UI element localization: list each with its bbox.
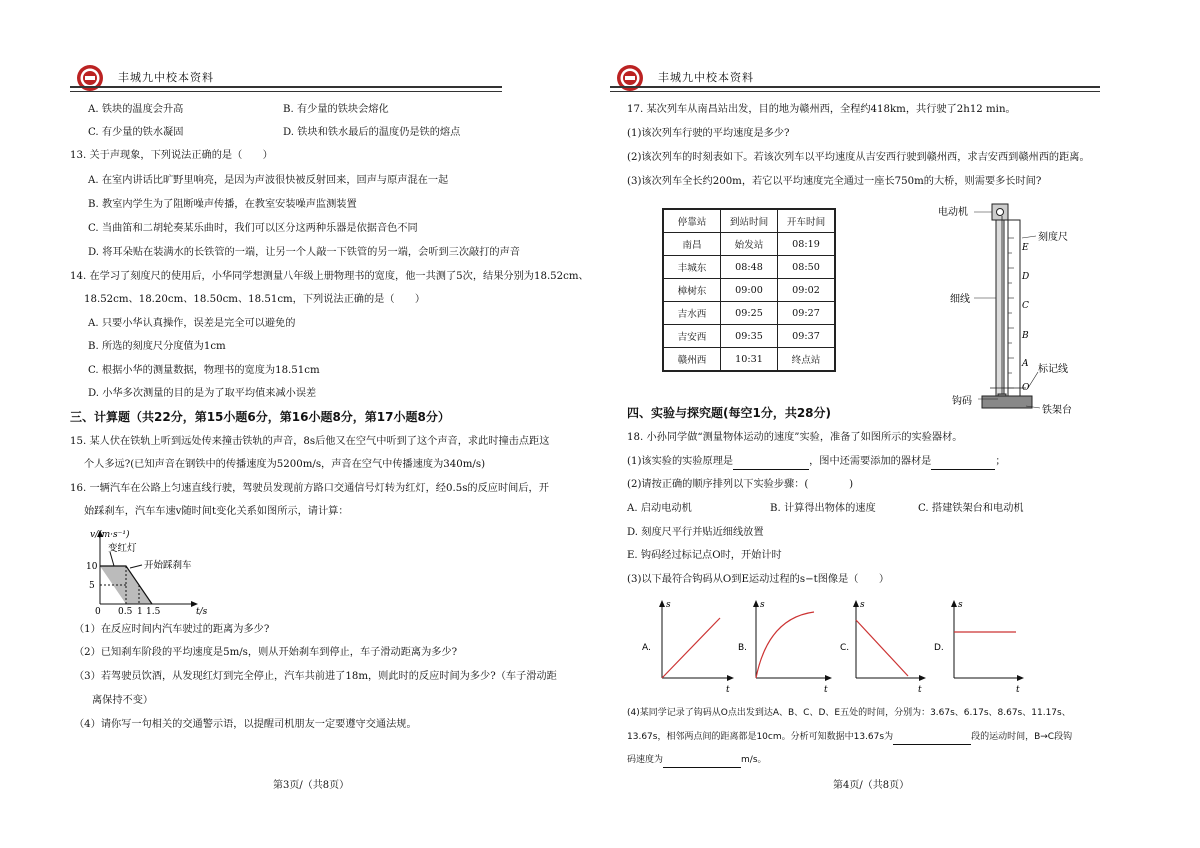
q16-part2: （2）已知刹车阶段的平均速度是5m/s，则从开始刹车到停止，车子滑动距离为多少? xyxy=(74,647,458,658)
table-cell: 09:27 xyxy=(778,302,836,325)
leader xyxy=(1022,236,1036,238)
y-tick-10: 10 xyxy=(86,562,98,572)
q15-stem: 15. 某人伏在铁轨上听到远处传来撞击铁轨的声音，8s后他又在空气中听到了这个声音，求此时撞击点距这 xyxy=(70,436,550,447)
label-motor: 电动机 xyxy=(938,207,968,218)
svg-text:t: t xyxy=(824,685,828,695)
q12-option-a: A. 铁块的温度会升高 xyxy=(88,104,184,115)
q18-part1-a: (1)该实验的实验原理是 xyxy=(627,456,734,467)
q17-part1: (1)该次列车行驶的平均速度是多少? xyxy=(627,128,790,139)
vt-graph xyxy=(74,524,224,616)
q18-stem: 18. 小孙同学做“测量物体运动的速度”实验，准备了如图所示的实验器材。 xyxy=(627,432,963,443)
x-tick-0: 0 xyxy=(95,607,101,616)
section-4-title: 四、实验与探究题(每空1分，共28分) xyxy=(627,406,832,420)
stand-pole xyxy=(996,212,1004,396)
q18-part4-cont-b: 段的运动时间，B→C段钩 xyxy=(971,732,1073,742)
q18-part4-cont-a: 13.67s，相邻两点间的距离都是10cm。分析可知数据中13.67s为 xyxy=(627,732,894,742)
section-3-title: 三、计算题（共22分，第15小题6分，第16小题8分，第17小题8分） xyxy=(70,410,450,424)
y-label: v/(m·s⁻¹) xyxy=(90,530,130,540)
label-mark-line: 标记线 xyxy=(1038,364,1068,375)
q18-part1-b: ，图中还需要添加的器材是 xyxy=(809,456,932,467)
table-cell: 09:37 xyxy=(778,325,836,348)
table-cell: 终点站 xyxy=(778,348,836,372)
option-label-d: D. xyxy=(934,643,944,653)
q16-part4: （4）请你写一句相关的交通警示语，以提醒司机朋友一定要遵守交通法规。 xyxy=(74,719,417,730)
table-row xyxy=(663,348,835,372)
table-cell: 吉安西 xyxy=(663,325,721,348)
table-cell: 10:31 xyxy=(721,348,778,372)
table-row xyxy=(663,233,835,256)
option-label-b: B. xyxy=(738,643,748,653)
q18-part4-end-b: m/s。 xyxy=(741,755,767,765)
q14-option-d: D. 小华多次测量的目的是为了取平均值来减小误差 xyxy=(88,388,317,399)
table-cell: 赣州西 xyxy=(663,348,721,372)
st-graph-a xyxy=(642,600,734,695)
page-header xyxy=(70,64,502,94)
curve-b xyxy=(756,612,814,678)
q18-part1: (1)该实验的实验原理是 ，图中还需要添加的器材是 ； xyxy=(627,455,1006,470)
q18-part3: (3)以下最符合钩码从O到E运动过程的s−t图像是（ ） xyxy=(627,574,890,585)
header-rule-thin xyxy=(70,91,502,92)
step-a: A. 启动电动机 xyxy=(627,503,692,514)
table-row xyxy=(663,325,835,348)
label-ruler: 刻度尺 xyxy=(1038,232,1068,243)
ruler xyxy=(1008,220,1020,396)
table-row xyxy=(663,256,835,279)
pointer-brake xyxy=(130,565,142,568)
x-tick-15: 1.5 xyxy=(146,607,161,616)
label-string: 细线 xyxy=(950,294,970,305)
q17-part2: (2)该次列车的时刻表如下。若该次列车以平均速度从吉安西行驶到赣州西，求吉安西到赣州西的距离。 xyxy=(627,152,1090,163)
q13-option-b: B. 教室内学生为了阻断噪声传播，在教室安装噪声监测装置 xyxy=(88,199,357,210)
st-graph-c xyxy=(840,600,926,695)
step-b: B. 计算得出物体的速度 xyxy=(770,503,876,514)
q18-part4-end xyxy=(627,753,767,768)
table-cell: 吉水西 xyxy=(663,302,721,325)
point-b: B xyxy=(1022,331,1029,341)
q17-stem: 17. 某次列车从南昌站出发，目的地为赣州西，全程约418km，共行驶了2h12 min。 xyxy=(627,104,1016,115)
point-c: C xyxy=(1022,301,1029,311)
leader xyxy=(1028,372,1038,388)
q14-option-b: B. 所选的刻度尺分度值为1cm xyxy=(88,341,226,352)
table-header: 停靠站 xyxy=(663,209,721,233)
y-tick-5: 5 xyxy=(89,581,95,591)
q14-stem-cont: 18.52cm、18.20cm、18.50cm、18.51cm，下列说法正确的是（ ） xyxy=(84,294,426,305)
q18-part4-end-a: 码速度为 xyxy=(627,755,664,765)
svg-text:t: t xyxy=(726,685,730,695)
school-name: 丰城九中校本资料 xyxy=(658,71,754,84)
table-row xyxy=(663,279,835,302)
label-weight: 钩码 xyxy=(952,396,972,407)
label-stand: 铁架台 xyxy=(1042,405,1072,416)
answer-blank-equipment[interactable] xyxy=(931,455,995,470)
q14-stem: 14. 在学习了刻度尺的使用后，小华同学想测量八年级上册物理书的宽度，他一共测了5次，结果分别为18.52cm、 xyxy=(70,271,589,282)
line-a xyxy=(662,618,720,678)
svg-text:s: s xyxy=(666,600,671,610)
table-cell: 09:25 xyxy=(721,302,778,325)
q12-option-b: B. 有少量的铁块会熔化 xyxy=(283,104,389,115)
svg-text:s: s xyxy=(760,600,765,610)
point-labels xyxy=(1021,243,1030,393)
q12-option-d: D. 铁块和铁水最后的温度仍是铁的熔点 xyxy=(283,127,461,138)
experiment-apparatus xyxy=(930,198,1090,420)
st-graph-d xyxy=(934,600,1024,695)
point-o: O xyxy=(1022,383,1030,393)
step-e: E. 钩码经过标记点O时，开始计时 xyxy=(627,550,782,561)
table-cell: 08:48 xyxy=(721,256,778,279)
header-rule-thin xyxy=(610,91,1100,92)
q18-part4-cont xyxy=(627,730,1072,745)
train-timetable xyxy=(662,208,836,372)
q13-stem: 13. 关于声现象，下列说法正确的是（ ） xyxy=(70,150,273,161)
pointer-red xyxy=(110,552,114,566)
table-header: 开车时间 xyxy=(778,209,836,233)
stand-base xyxy=(982,396,1032,408)
answer-blank-segment[interactable] xyxy=(893,730,971,745)
q14-option-c: C. 根据小华的测量数据，物理书的宽度为18.51cm xyxy=(88,365,320,376)
point-e: E xyxy=(1022,243,1029,253)
q13-option-a: A. 在室内讲话比旷野里响亮，是因为声波很快被反射回来，回声与原声混在一起 xyxy=(88,175,449,186)
header-rule xyxy=(70,86,502,88)
x-label: t/s xyxy=(196,607,208,616)
q13-option-d: D. 将耳朵贴在装满水的长铁管的一端，让另一个人敲一下铁管的另一端，会听到三次敲打的声音 xyxy=(88,247,520,258)
q12-option-c: C. 有少量的铁水凝固 xyxy=(88,127,184,138)
table-cell: 南昌 xyxy=(663,233,721,256)
q18-part4: (4)某同学记录了钩码从O点出发到达A、B、C、D、E五处的时间，分别为：3.67s、6.17s、8.67s、11.17s、 xyxy=(627,708,1071,718)
svg-text:t: t xyxy=(1016,685,1020,695)
st-graph-options xyxy=(628,598,1048,696)
table-cell: 始发站 xyxy=(721,233,778,256)
school-name: 丰城九中校本资料 xyxy=(118,71,214,84)
q16-part1: （1）在反应时间内汽车驶过的距离为多少? xyxy=(74,624,270,635)
table-cell: 08:50 xyxy=(778,256,836,279)
table-cell: 09:02 xyxy=(778,279,836,302)
q15-stem-cont: 个人多远?(已知声音在钢铁中的传播速度为5200m/s，声音在空气中传播速度为340m/s) xyxy=(84,459,486,470)
page-footer: 第3页/（共8页） xyxy=(273,780,350,791)
svg-text:t: t xyxy=(918,685,922,695)
page-header xyxy=(610,64,1100,94)
q18-part2: (2)请按正确的顺序排列以下实验步骤：( ) xyxy=(627,479,854,490)
q16-part3-cont: 离保持不变） xyxy=(92,695,154,706)
annotation-red-light: 变红灯 xyxy=(108,543,137,554)
x-tick-05: 0.5 xyxy=(118,607,133,616)
q16-stem-cont: 始踩刹车，汽车车速v随时间t变化关系如图所示，请计算： xyxy=(84,506,349,517)
table-cell: 樟树东 xyxy=(663,279,721,302)
st-graph-b xyxy=(738,600,832,695)
table-cell: 丰城东 xyxy=(663,256,721,279)
q17-part3: (3)该次列车全长约200m，若它以平均速度完全通过一座长750m的大桥，则需要多长时间? xyxy=(627,176,1042,187)
option-label-a: A. xyxy=(642,643,651,653)
table-cell: 09:00 xyxy=(721,279,778,302)
page-footer: 第4页/（共8页） xyxy=(833,780,910,791)
table-cell: 08:19 xyxy=(778,233,836,256)
point-a: A xyxy=(1022,359,1029,369)
table-row xyxy=(663,302,835,325)
motor-spindle xyxy=(997,209,1004,216)
q14-option-a: A. 只要小华认真操作，误差是完全可以避免的 xyxy=(88,318,296,329)
q16-part3: （3）若驾驶员饮酒，从发现红灯到完全停止，汽车共前进了18m，则此时的反应时间为多少?（车子滑动距 xyxy=(74,671,557,682)
table-cell: 09:35 xyxy=(721,325,778,348)
answer-blank-principle[interactable] xyxy=(733,455,809,470)
step-d: D. 刻度尺平行并贴近细线放置 xyxy=(627,527,764,538)
q16-stem: 16. 一辆汽车在公路上匀速直线行驶，驾驶员发现前方路口交通信号灯转为红灯，经0.5s的反应时间后，开 xyxy=(70,483,549,494)
annotation-brake: 开始踩刹车 xyxy=(144,560,192,571)
step-c: C. 搭建铁架台和电动机 xyxy=(918,503,1024,514)
header-rule xyxy=(610,86,1100,88)
x-tick-1: 1 xyxy=(137,607,143,616)
option-label-c: C. xyxy=(840,643,850,653)
svg-text:s: s xyxy=(860,600,865,610)
q13-option-c: C. 当曲笛和二胡轮奏某乐曲时，我们可以区分这两种乐器是依据音色不同 xyxy=(88,223,418,234)
line-c xyxy=(856,620,908,676)
point-d: D xyxy=(1022,272,1030,282)
svg-text:s: s xyxy=(958,600,963,610)
answer-blank-speed[interactable] xyxy=(663,753,741,768)
table-header-row xyxy=(663,209,835,233)
table-header: 到站时间 xyxy=(721,209,778,233)
